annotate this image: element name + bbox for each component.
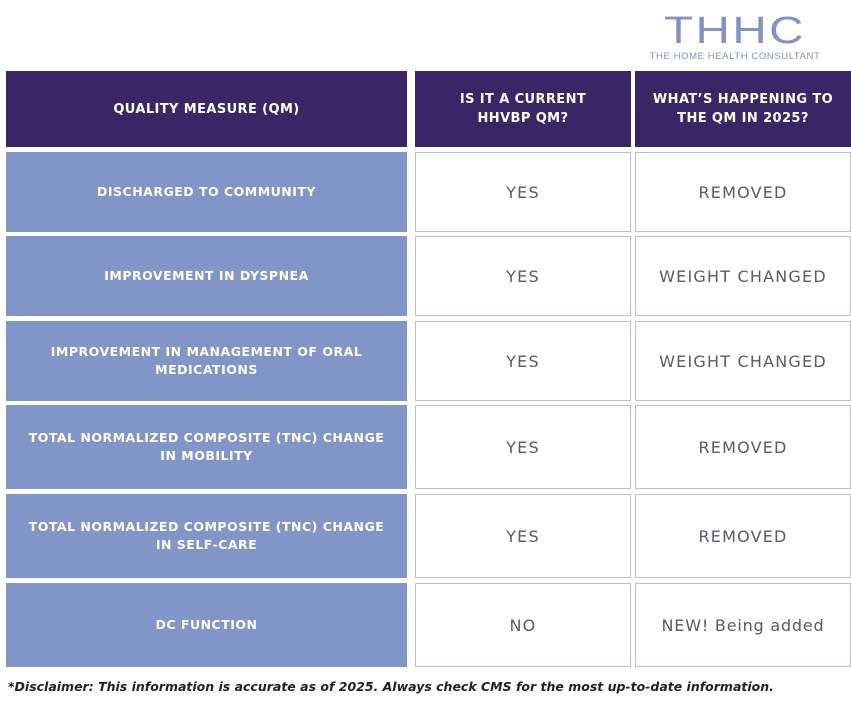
row-change: REMOVED (635, 152, 851, 232)
row-change: REMOVED (635, 494, 851, 578)
row-change: WEIGHT CHANGED (635, 236, 851, 316)
logo-tagline: THE HOME HEALTH CONSULTANT (649, 51, 821, 62)
row-current: YES (415, 321, 631, 401)
row-change: REMOVED (635, 405, 851, 489)
row-current: YES (415, 494, 631, 578)
header-quality-measure: QUALITY MEASURE (QM) (6, 71, 407, 147)
row-current: YES (415, 236, 631, 316)
header-2025-change: WHAT’S HAPPENING TO THE QM IN 2025? (635, 71, 851, 147)
row-measure: IMPROVEMENT IN MANAGEMENT OF ORAL MEDICATIONS (6, 321, 407, 401)
row-measure: IMPROVEMENT IN DYSPNEA (6, 236, 407, 316)
row-current: NO (415, 583, 631, 667)
row-measure: TOTAL NORMALIZED COMPOSITE (TNC) CHANGE IN SELF-CARE (6, 494, 407, 578)
row-measure: DISCHARGED TO COMMUNITY (6, 152, 407, 232)
row-current: YES (415, 405, 631, 489)
disclaimer-text: *Disclaimer: This information is accurate as of 2025. Always check CMS for the most up-to-date information. (8, 679, 774, 694)
header-current-hhvbp: IS IT A CURRENT HHVBP QM? (415, 71, 631, 147)
row-change: WEIGHT CHANGED (635, 321, 851, 401)
row-measure: DC FUNCTION (6, 583, 407, 667)
row-current: YES (415, 152, 631, 232)
row-change: NEW! Being added (635, 583, 851, 667)
logo-mark: THHC (664, 10, 806, 52)
row-measure: TOTAL NORMALIZED COMPOSITE (TNC) CHANGE IN MOBILITY (6, 405, 407, 489)
